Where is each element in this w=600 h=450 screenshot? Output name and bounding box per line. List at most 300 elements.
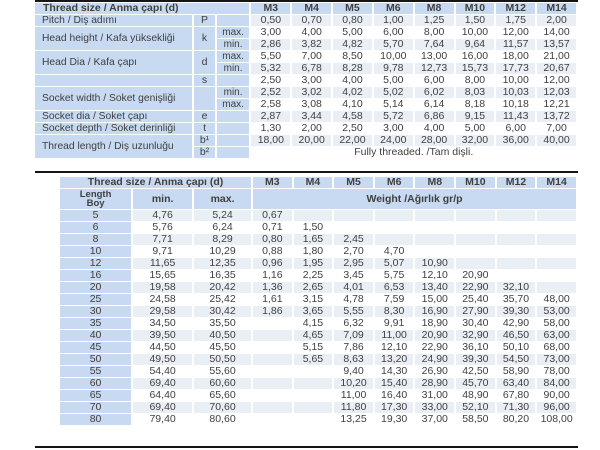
weight-value-cell: 20,90 xyxy=(456,270,495,281)
weight-row xyxy=(60,306,576,317)
symbol-cell: d xyxy=(194,51,214,74)
min-cell: 54,40 xyxy=(133,366,192,377)
dim-value-cell: 16,00 xyxy=(456,51,495,62)
weight-table-title: Thread size / Anma çapı (d) xyxy=(60,177,251,188)
dim-value-cell: 12,21 xyxy=(537,99,576,110)
weight-value-cell: 6,53 xyxy=(375,282,414,293)
weight-value-cell: 1,50 xyxy=(294,222,333,233)
symbol-cell: P xyxy=(194,15,214,26)
weight-value-cell: 10,90 xyxy=(415,258,454,269)
weight-value-cell: 90,00 xyxy=(537,390,576,401)
dim-value-cell: 12,00 xyxy=(496,27,535,38)
weight-value-cell: 30,40 xyxy=(456,318,495,329)
weight-value-cell xyxy=(375,222,414,233)
dim-value-cell: 4,00 xyxy=(415,123,454,134)
dim-value-cell: 21,00 xyxy=(537,51,576,62)
row-label: Socket dia / Soket çapı xyxy=(35,111,192,122)
length-cell: 45 xyxy=(60,342,131,353)
dim-value-cell: 12,00 xyxy=(537,75,576,86)
min-cell: 7,71 xyxy=(133,234,192,245)
dim-value-cell: 5,00 xyxy=(456,123,495,134)
dim-value-cell: 3,00 xyxy=(374,123,413,134)
weight-value-cell xyxy=(415,222,454,233)
symbol-cell xyxy=(194,87,214,110)
length-cell: 20 xyxy=(60,282,131,293)
min-cell: 49,50 xyxy=(133,354,192,365)
weight-row xyxy=(60,366,576,377)
weight-row xyxy=(60,318,576,329)
dim-row xyxy=(35,27,576,38)
length-cell: 8 xyxy=(60,234,131,245)
dim-value-cell: 3,82 xyxy=(292,39,331,50)
weight-row xyxy=(60,258,576,269)
weight-value-cell: 1,65 xyxy=(294,234,333,245)
weight-value-cell: 1,16 xyxy=(253,270,292,281)
length-cell: 12 xyxy=(60,258,131,269)
dim-value-cell: 7,00 xyxy=(537,123,576,134)
dim-value-cell: 1,00 xyxy=(374,15,413,26)
dim-value-cell: 2,00 xyxy=(537,15,576,26)
weight-value-cell xyxy=(294,402,333,413)
dim-value-cell: 8,00 xyxy=(456,75,495,86)
size-column-header: M5 xyxy=(333,3,372,14)
weight-value-cell: 10,20 xyxy=(334,378,373,389)
weight-value-cell xyxy=(497,258,536,269)
min-cell: 79,40 xyxy=(133,414,192,425)
dim-row xyxy=(35,87,576,98)
weight-value-cell: 5,65 xyxy=(294,354,333,365)
weight-value-cell: 8,30 xyxy=(375,306,414,317)
dim-value-cell: 5,02 xyxy=(374,87,413,98)
symbol-cell: t xyxy=(194,123,214,134)
dim-value-cell: 12,03 xyxy=(537,87,576,98)
weight-value-cell xyxy=(497,246,536,257)
qualifier-cell xyxy=(217,111,250,122)
weight-value-cell xyxy=(415,234,454,245)
size-column-header: M6 xyxy=(374,3,413,14)
dim-value-cell: 0,80 xyxy=(333,15,372,26)
weight-value-cell xyxy=(456,210,495,221)
size-column-header: M5 xyxy=(334,177,373,188)
weight-value-cell xyxy=(456,222,495,233)
weight-value-cell: 54,50 xyxy=(497,354,536,365)
dim-value-cell: 40,00 xyxy=(537,135,576,146)
weight-value-cell: 18,90 xyxy=(415,318,454,329)
length-cell: 6 xyxy=(60,222,131,233)
middle-rule xyxy=(35,171,578,173)
max-cell: 50,50 xyxy=(194,354,251,365)
max-cell: 55,60 xyxy=(194,366,251,377)
weight-value-cell xyxy=(334,222,373,233)
dim-value-cell: 3,02 xyxy=(292,87,331,98)
weight-value-cell: 5,15 xyxy=(294,342,333,353)
length-cell: 40 xyxy=(60,330,131,341)
weight-value-cell: 4,65 xyxy=(294,330,333,341)
weight-value-cell: 6,32 xyxy=(334,318,373,329)
max-cell: 6,24 xyxy=(194,222,251,233)
weight-value-cell: 13,20 xyxy=(375,354,414,365)
weight-value-cell: 14,30 xyxy=(375,366,414,377)
dim-value-cell: 7,00 xyxy=(292,51,331,62)
max-cell: 80,60 xyxy=(194,414,251,425)
weight-value-cell: 36,10 xyxy=(456,342,495,353)
weight-value-cell: 45,70 xyxy=(456,378,495,389)
weight-value-cell: 15,40 xyxy=(375,378,414,389)
min-cell: 39,50 xyxy=(133,330,192,341)
dimensions-table xyxy=(33,2,578,159)
size-column-header: M10 xyxy=(456,3,495,14)
weight-value-cell: 8,63 xyxy=(334,354,373,365)
dim-value-cell: 2,58 xyxy=(251,99,290,110)
row-label: Thread length / Diş uzunluğu xyxy=(35,135,192,158)
weight-value-cell: 28,90 xyxy=(415,378,454,389)
min-cell: 69,40 xyxy=(133,378,192,389)
weight-row xyxy=(60,246,576,257)
max-cell: 30,42 xyxy=(194,306,251,317)
qualifier-cell: min. xyxy=(217,87,250,98)
weight-value-cell: 32,90 xyxy=(456,330,495,341)
size-column-header: M6 xyxy=(375,177,414,188)
qualifier-cell xyxy=(217,75,250,86)
weight-value-cell xyxy=(334,210,373,221)
weight-value-cell: 1,61 xyxy=(253,294,292,305)
qualifier-cell: max. xyxy=(217,51,250,62)
weight-value-cell: 3,45 xyxy=(334,270,373,281)
dim-value-cell: 4,00 xyxy=(292,27,331,38)
weight-value-cell: 13,40 xyxy=(415,282,454,293)
weight-value-cell: 58,90 xyxy=(497,366,536,377)
weight-row xyxy=(60,342,576,353)
weight-value-cell xyxy=(375,234,414,245)
dim-value-cell: 11,43 xyxy=(496,111,535,122)
weight-value-cell xyxy=(253,342,292,353)
weight-value-cell: 4,70 xyxy=(375,246,414,257)
weight-value-cell: 0,71 xyxy=(253,222,292,233)
weight-value-cell: 108,00 xyxy=(537,414,576,425)
dim-value-cell: 3,00 xyxy=(251,27,290,38)
dim-value-cell: 8,28 xyxy=(333,63,372,74)
weight-value-cell xyxy=(294,378,333,389)
dim-value-cell: 6,02 xyxy=(415,87,454,98)
dim-value-cell: 17,73 xyxy=(496,63,535,74)
length-cell: 50 xyxy=(60,354,131,365)
dim-value-cell: 10,03 xyxy=(496,87,535,98)
dim-value-cell: 2,86 xyxy=(251,39,290,50)
weight-subheader-row xyxy=(60,189,576,209)
length-cell: 80 xyxy=(60,414,131,425)
weight-value-cell xyxy=(537,234,576,245)
dim-value-cell: 5,32 xyxy=(251,63,290,74)
dim-value-cell: 1,75 xyxy=(496,15,535,26)
qualifier-cell xyxy=(217,135,250,146)
weight-value-cell: 84,00 xyxy=(537,378,576,389)
length-cell: 5 xyxy=(60,210,131,221)
length-column-header xyxy=(60,189,131,209)
min-column-header: min. xyxy=(133,189,192,209)
weight-value-cell: 1,36 xyxy=(253,282,292,293)
min-cell: 9,71 xyxy=(133,246,192,257)
dim-value-cell: 2,52 xyxy=(251,87,290,98)
symbol-cell: k xyxy=(194,27,214,50)
max-cell: 8,29 xyxy=(194,234,251,245)
symbol-cell: s xyxy=(194,75,214,86)
min-cell: 64,40 xyxy=(133,390,192,401)
max-cell: 5,24 xyxy=(194,210,251,221)
min-cell: 69,40 xyxy=(133,402,192,413)
weight-row xyxy=(60,390,576,401)
weight-value-cell xyxy=(497,210,536,221)
weight-value-cell: 5,75 xyxy=(375,270,414,281)
weight-value-cell xyxy=(456,246,495,257)
dim-value-cell: 5,14 xyxy=(374,99,413,110)
dim-value-cell: 2,50 xyxy=(333,123,372,134)
length-cell: 60 xyxy=(60,378,131,389)
dim-value-cell: 11,57 xyxy=(496,39,535,50)
weight-value-cell: 5,55 xyxy=(334,306,373,317)
weight-value-cell: 2,45 xyxy=(334,234,373,245)
weight-value-cell xyxy=(415,210,454,221)
qualifier-cell: max. xyxy=(217,27,250,38)
weight-value-cell: 3,65 xyxy=(294,306,333,317)
weight-value-cell: 24,90 xyxy=(415,354,454,365)
dim-value-cell: 2,00 xyxy=(292,123,331,134)
dim-value-cell: 4,10 xyxy=(333,99,372,110)
size-column-header: M12 xyxy=(497,177,536,188)
min-cell: 29,58 xyxy=(133,306,192,317)
weight-row xyxy=(60,282,576,293)
symbol-cell: e xyxy=(194,111,214,122)
weight-value-cell: 50,10 xyxy=(497,342,536,353)
max-cell: 20,42 xyxy=(194,282,251,293)
dim-value-cell: 1,25 xyxy=(415,15,454,26)
weight-value-cell xyxy=(497,222,536,233)
weight-value-cell: 35,70 xyxy=(497,294,536,305)
qualifier-cell: max. xyxy=(217,99,250,110)
length-cell: 55 xyxy=(60,366,131,377)
fully-threaded-note: Fully threaded. /Tam dişli. xyxy=(251,147,576,158)
weight-value-cell: 15,00 xyxy=(415,294,454,305)
dim-value-cell: 22,00 xyxy=(333,135,372,146)
dim-value-cell: 0,70 xyxy=(292,15,331,26)
size-column-header: M14 xyxy=(537,177,576,188)
weight-row xyxy=(60,330,576,341)
dim-value-cell: 5,00 xyxy=(333,27,372,38)
dim-value-cell: 1,30 xyxy=(251,123,290,134)
dim-row xyxy=(35,51,576,62)
min-cell: 5,76 xyxy=(133,222,192,233)
dim-value-cell: 7,64 xyxy=(415,39,454,50)
weight-value-cell xyxy=(253,318,292,329)
weight-value-cell xyxy=(375,210,414,221)
weight-value-cell: 0,96 xyxy=(253,258,292,269)
size-column-header: M14 xyxy=(537,3,576,14)
weight-value-cell: 48,90 xyxy=(456,390,495,401)
dim-value-cell: 3,08 xyxy=(292,99,331,110)
weight-value-cell xyxy=(294,210,333,221)
size-column-header: M8 xyxy=(415,3,454,14)
weight-value-cell xyxy=(537,270,576,281)
weight-value-cell: 1,86 xyxy=(253,306,292,317)
weight-value-cell xyxy=(294,366,333,377)
weight-value-cell: 32,10 xyxy=(497,282,536,293)
qualifier-cell xyxy=(217,15,250,26)
dim-value-cell: 10,00 xyxy=(374,51,413,62)
dim-row xyxy=(35,111,576,122)
max-cell: 25,42 xyxy=(194,294,251,305)
weight-value-cell: 22,90 xyxy=(415,342,454,353)
dim-value-cell: 6,78 xyxy=(292,63,331,74)
size-column-header: M4 xyxy=(292,3,331,14)
weight-row xyxy=(60,378,576,389)
dim-value-cell: 36,00 xyxy=(496,135,535,146)
weight-value-cell: 39,30 xyxy=(456,354,495,365)
max-cell: 12,35 xyxy=(194,258,251,269)
length-cell: 10 xyxy=(60,246,131,257)
weight-value-cell: 67,80 xyxy=(497,390,536,401)
weight-value-cell: 11,00 xyxy=(334,390,373,401)
weight-value-cell: 53,00 xyxy=(537,306,576,317)
weight-value-cell: 7,86 xyxy=(334,342,373,353)
length-cell: 30 xyxy=(60,306,131,317)
dim-value-cell: 20,67 xyxy=(537,63,576,74)
weight-value-cell xyxy=(537,258,576,269)
dim-row xyxy=(35,123,576,134)
dim-table-title: Thread size / Anma çapı (d) xyxy=(35,3,249,14)
weight-row xyxy=(60,414,576,425)
weight-value-cell: 7,59 xyxy=(375,294,414,305)
weight-value-cell: 22,90 xyxy=(456,282,495,293)
symbol-cell: b² xyxy=(194,147,214,158)
weight-value-cell: 26,90 xyxy=(415,366,454,377)
dim-value-cell: 5,00 xyxy=(374,75,413,86)
weight-value-cell: 20,90 xyxy=(415,330,454,341)
weight-value-cell: 63,00 xyxy=(537,330,576,341)
row-label: Head height / Kafa yüksekliği xyxy=(35,27,192,50)
dim-value-cell: 20,00 xyxy=(292,135,331,146)
dim-value-cell: 10,00 xyxy=(456,27,495,38)
weight-value-cell: 13,25 xyxy=(334,414,373,425)
weight-value-cell: 17,30 xyxy=(375,402,414,413)
weight-row xyxy=(60,294,576,305)
row-label: Head Dia / Kafa çapı xyxy=(35,51,192,74)
weight-value-cell: 42,90 xyxy=(497,318,536,329)
weight-value-cell: 4,01 xyxy=(334,282,373,293)
dim-value-cell: 4,00 xyxy=(333,75,372,86)
dim-value-cell: 4,58 xyxy=(333,111,372,122)
max-cell: 70,60 xyxy=(194,402,251,413)
weight-value-cell: 58,00 xyxy=(537,318,576,329)
weight-value-cell: 3,15 xyxy=(294,294,333,305)
dim-header-row xyxy=(35,3,576,14)
weight-value-cell: 80,20 xyxy=(497,414,536,425)
length-cell: 35 xyxy=(60,318,131,329)
length-label-tr: Boy xyxy=(86,198,105,209)
weight-row xyxy=(60,222,576,233)
symbol-cell: b¹ xyxy=(194,135,214,146)
qualifier-cell: min. xyxy=(217,39,250,50)
bottom-rule xyxy=(35,446,578,448)
row-label: Socket depth / Soket derinliği xyxy=(35,123,192,134)
dim-value-cell: 14,00 xyxy=(537,27,576,38)
dim-value-cell: 15,73 xyxy=(456,63,495,74)
qualifier-cell xyxy=(217,147,250,158)
weight-value-cell xyxy=(294,414,333,425)
weight-value-cell xyxy=(253,378,292,389)
row-label xyxy=(35,75,192,86)
weight-value-cell xyxy=(294,390,333,401)
weight-value-cell: 2,70 xyxy=(334,246,373,257)
weight-row xyxy=(60,234,576,245)
weight-value-cell xyxy=(253,414,292,425)
length-cell: 16 xyxy=(60,270,131,281)
weight-value-cell: 78,00 xyxy=(537,366,576,377)
dim-value-cell: 12,73 xyxy=(415,63,454,74)
dim-row xyxy=(35,15,576,26)
weight-value-cell xyxy=(253,330,292,341)
size-column-header: M3 xyxy=(253,177,292,188)
length-label-en: Length xyxy=(79,189,112,200)
min-cell: 34,50 xyxy=(133,318,192,329)
dim-value-cell: 1,50 xyxy=(456,15,495,26)
weight-value-cell xyxy=(253,354,292,365)
dim-value-cell: 13,00 xyxy=(415,51,454,62)
dim-value-cell: 18,00 xyxy=(496,51,535,62)
weight-value-cell xyxy=(537,282,576,293)
weight-value-cell: 9,40 xyxy=(334,366,373,377)
weight-value-cell: 0,67 xyxy=(253,210,292,221)
dim-value-cell: 8,50 xyxy=(333,51,372,62)
weight-value-cell: 42,50 xyxy=(456,366,495,377)
weight-value-cell: 4,78 xyxy=(334,294,373,305)
size-column-header: M10 xyxy=(456,177,495,188)
length-cell: 25 xyxy=(60,294,131,305)
weight-row xyxy=(60,270,576,281)
length-cell: 65 xyxy=(60,390,131,401)
dim-value-cell: 6,00 xyxy=(374,27,413,38)
dim-value-cell: 13,72 xyxy=(537,111,576,122)
weight-value-cell: 46,50 xyxy=(497,330,536,341)
max-cell: 10,29 xyxy=(194,246,251,257)
dim-value-cell: 9,64 xyxy=(456,39,495,50)
weight-value-cell: 12,10 xyxy=(375,342,414,353)
dim-value-cell: 9,78 xyxy=(374,63,413,74)
weight-value-cell xyxy=(456,258,495,269)
weight-value-cell: 63,40 xyxy=(497,378,536,389)
weight-row xyxy=(60,402,576,413)
weight-value-cell: 12,10 xyxy=(415,270,454,281)
dim-value-cell: 3,00 xyxy=(292,75,331,86)
weight-value-cell: 52,10 xyxy=(456,402,495,413)
weight-columns-header: Weight /Ağırlık gr/p xyxy=(253,189,576,209)
dim-value-cell: 0,50 xyxy=(251,15,290,26)
weight-value-cell xyxy=(415,246,454,257)
length-cell: 70 xyxy=(60,402,131,413)
weight-value-cell: 19,30 xyxy=(375,414,414,425)
weight-value-cell: 16,40 xyxy=(375,390,414,401)
min-cell: 11,65 xyxy=(133,258,192,269)
weight-value-cell: 1,80 xyxy=(294,246,333,257)
max-cell: 45,50 xyxy=(194,342,251,353)
dim-value-cell: 9,15 xyxy=(456,111,495,122)
size-column-header: M8 xyxy=(415,177,454,188)
weight-value-cell: 27,90 xyxy=(456,306,495,317)
dim-value-cell: 28,00 xyxy=(415,135,454,146)
size-column-header: M12 xyxy=(496,3,535,14)
weight-value-cell: 73,00 xyxy=(537,354,576,365)
dim-value-cell: 6,00 xyxy=(415,75,454,86)
min-cell: 15,65 xyxy=(133,270,192,281)
weight-value-cell: 2,25 xyxy=(294,270,333,281)
